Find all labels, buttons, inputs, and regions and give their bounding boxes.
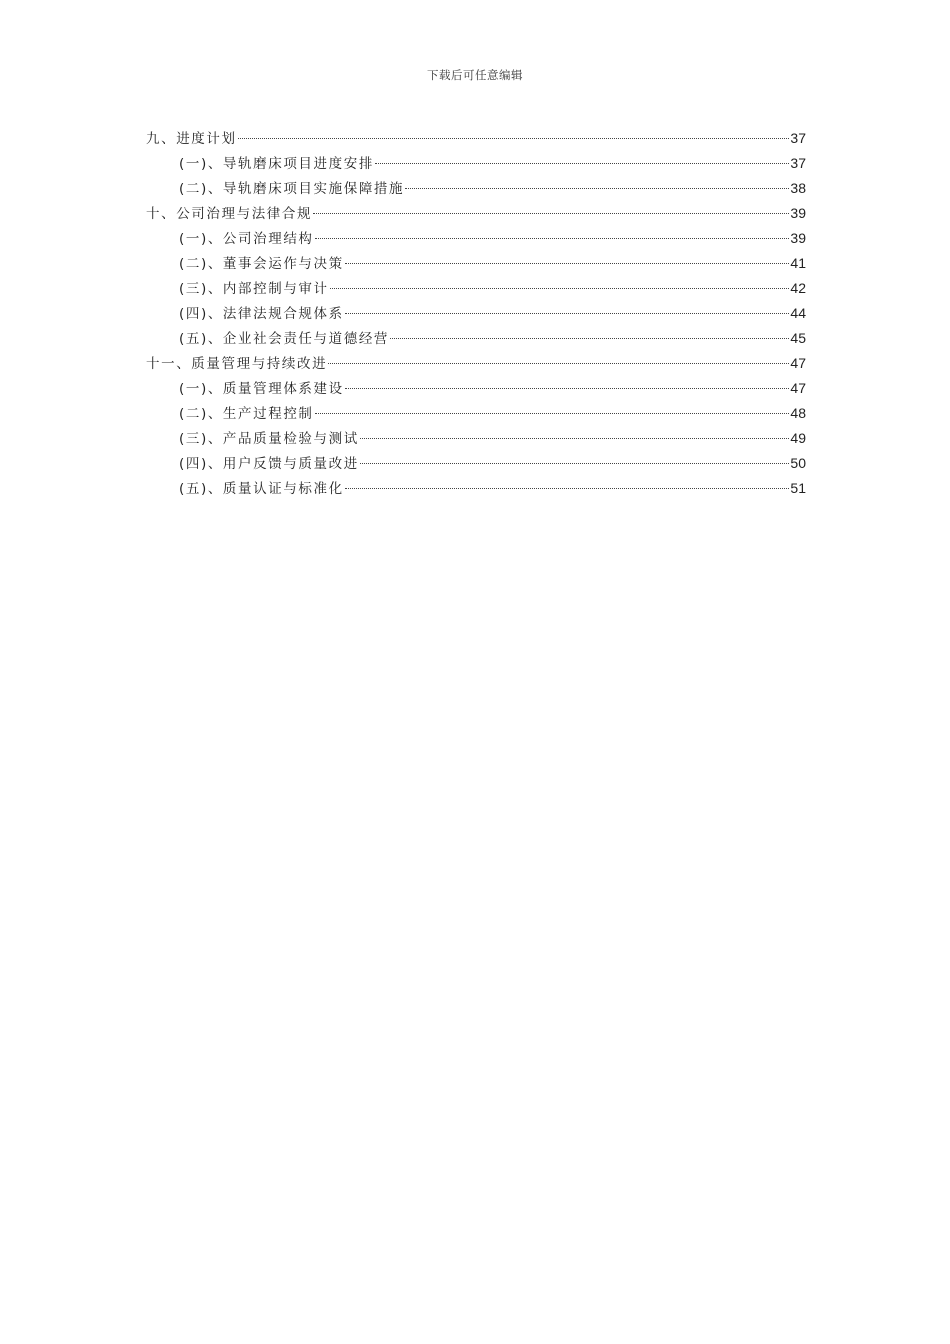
toc-entry-title: 十、公司治理与法律合规	[146, 206, 313, 222]
toc-entry[interactable]	[146, 126, 806, 151]
toc-dot-leader	[375, 163, 789, 164]
toc-entry[interactable]	[146, 176, 806, 201]
toc-entry[interactable]	[146, 201, 806, 226]
toc-entry-title: (二)、导轨磨床项目实施保障措施	[179, 181, 405, 197]
toc-entry[interactable]	[146, 376, 806, 401]
toc-page-number: 37	[790, 155, 806, 171]
toc-entry-title: (四)、法律法规合规体系	[179, 306, 344, 322]
toc-page-number: 42	[790, 280, 806, 296]
toc-entry[interactable]	[146, 401, 806, 426]
toc-dot-leader	[315, 413, 790, 414]
toc-dot-leader	[315, 238, 790, 239]
toc-entry-title: (一)、质量管理体系建设	[179, 381, 344, 397]
toc-dot-leader	[345, 488, 790, 489]
toc-dot-leader	[238, 138, 790, 139]
toc-entry-title: 十一、质量管理与持续改进	[146, 356, 328, 372]
toc-dot-leader	[405, 188, 789, 189]
toc-entry-title: (五)、企业社会责任与道德经营	[179, 331, 390, 347]
toc-entry-title: (三)、产品质量检验与测试	[179, 431, 359, 447]
toc-entry-title: (三)、内部控制与审计	[179, 281, 329, 297]
toc-entry-title: (一)、导轨磨床项目进度安排	[179, 156, 374, 172]
toc-entry-title: (五)、质量认证与标准化	[179, 481, 344, 497]
toc-entry-title: (四)、用户反馈与质量改进	[179, 456, 359, 472]
toc-page-number: 39	[790, 230, 806, 246]
toc-page-number: 39	[790, 205, 806, 221]
toc-page-number: 51	[790, 480, 806, 496]
toc-dot-leader	[345, 263, 790, 264]
toc-page-number: 47	[790, 355, 806, 371]
toc-page-number: 49	[790, 430, 806, 446]
toc-page-number: 38	[790, 180, 806, 196]
toc-page-number: 41	[790, 255, 806, 271]
toc-dot-leader	[313, 213, 789, 214]
toc-page-number: 44	[790, 305, 806, 321]
toc-entry[interactable]	[146, 476, 806, 501]
toc-dot-leader	[360, 438, 790, 439]
toc-page-number: 45	[790, 330, 806, 346]
toc-entry[interactable]	[146, 451, 806, 476]
toc-entry-title: (一)、公司治理结构	[179, 231, 314, 247]
toc-entry[interactable]	[146, 276, 806, 301]
toc-page-number: 47	[790, 380, 806, 396]
toc-page-number: 48	[790, 405, 806, 421]
toc-dot-leader	[345, 313, 790, 314]
toc-entry[interactable]	[146, 251, 806, 276]
toc-entry[interactable]	[146, 151, 806, 176]
toc-entry-title: (二)、董事会运作与决策	[179, 256, 344, 272]
page-header: 下载后可任意编辑	[427, 68, 523, 82]
toc-entry-title: (二)、生产过程控制	[179, 406, 314, 422]
toc-dot-leader	[390, 338, 789, 339]
table-of-contents	[146, 126, 806, 501]
toc-entry-title: 九、进度计划	[146, 131, 237, 147]
toc-dot-leader	[345, 388, 790, 389]
toc-entry[interactable]	[146, 226, 806, 251]
toc-entry[interactable]	[146, 301, 806, 326]
toc-dot-leader	[330, 288, 790, 289]
toc-page-number: 37	[790, 130, 806, 146]
toc-page-number: 50	[790, 455, 806, 471]
toc-entry[interactable]	[146, 326, 806, 351]
toc-entry[interactable]	[146, 351, 806, 376]
toc-dot-leader	[328, 363, 789, 364]
toc-dot-leader	[360, 463, 790, 464]
toc-entry[interactable]	[146, 426, 806, 451]
